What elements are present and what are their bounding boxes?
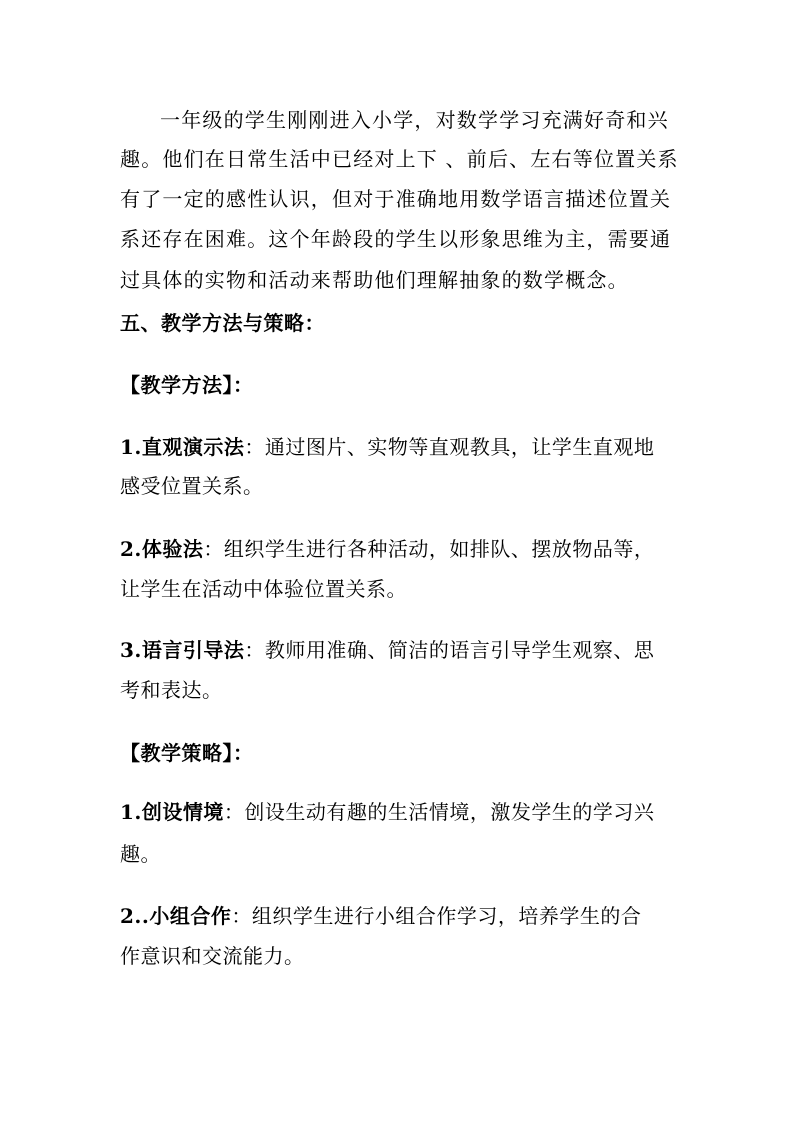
method-item-1-label: 1.直观演示法 bbox=[120, 435, 245, 459]
method-item-2-text: ：组织学生进行各种活动，如排队、摆放物品等， bbox=[203, 537, 655, 561]
method-item-1 bbox=[120, 435, 690, 459]
method-item-3-label: 3.语言引导法 bbox=[120, 638, 245, 662]
method-item-3 bbox=[120, 638, 690, 662]
strategies-heading: 【教学策略】： bbox=[120, 741, 254, 765]
methods-heading: 【教学方法】： bbox=[120, 373, 254, 397]
strategy-item-2-cont: 作意识和交流能力。 bbox=[120, 944, 305, 968]
strategy-item-2-text: ：组织学生进行小组合作学习，培养学生的合 bbox=[231, 904, 642, 928]
method-item-2-cont: 让学生在活动中体验位置关系。 bbox=[120, 577, 407, 601]
intro-line-4: 系还存在困难。这个年龄段的学生以形象思维为主，需要通 bbox=[120, 227, 672, 251]
intro-line-5: 过具体的实物和活动来帮助他们理解抽象的数学概念。 bbox=[120, 268, 629, 292]
method-item-1-text: ：通过图片、实物等直观教具，让学生直观地 bbox=[244, 435, 655, 459]
strategy-item-2-label: 2..小组合作 bbox=[120, 904, 232, 928]
strategy-item-1-cont: 趣。 bbox=[120, 842, 161, 866]
strategy-item-1-label: 1.创设情境 bbox=[120, 800, 224, 824]
method-item-3-cont: 考和表达。 bbox=[120, 678, 223, 702]
method-item-2-label: 2.体验法 bbox=[120, 537, 204, 561]
intro-line-1: 一年级的学生刚刚进入小学，对数学学习充满好奇和兴 bbox=[160, 108, 669, 132]
strategy-item-2 bbox=[120, 904, 690, 928]
intro-line-2: 趣。他们在日常生活中已经对上下 、前后、左右等位置关系 bbox=[120, 147, 679, 171]
section-title: 五、教学方法与策略： bbox=[120, 311, 325, 335]
method-item-1-cont: 感受位置关系。 bbox=[120, 474, 264, 498]
method-item-2 bbox=[120, 537, 690, 561]
strategy-item-1 bbox=[120, 800, 690, 824]
strategy-item-1-text: ：创设生动有趣的生活情境，激发学生的学习兴 bbox=[223, 800, 655, 824]
method-item-3-text: ：教师用准确、简洁的语言引导学生观察、思 bbox=[244, 638, 655, 662]
intro-line-3: 有了一定的感性认识，但对于准确地用数学语言描述位置关 bbox=[120, 187, 672, 211]
